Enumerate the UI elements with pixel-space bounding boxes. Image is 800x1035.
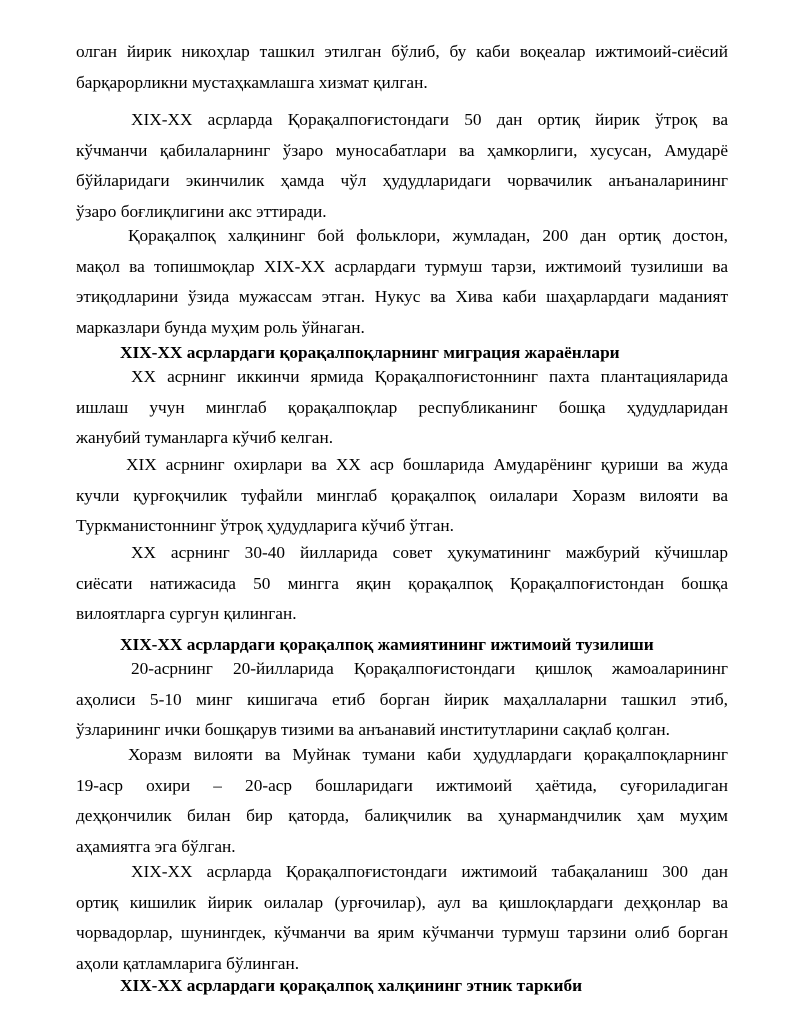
- text-line: деҳқончилик билан бир қаторда, балиқчилик ва ҳунармандчилик ҳам муҳим: [76, 806, 728, 825]
- text-line: ўзларининг ички бошқарув тизими ва анъанавий институтларини сақлаб қолган.: [76, 720, 670, 739]
- paragraph-folklore: [76, 221, 728, 343]
- text-line: ишлаш учун минглаб қорақалпоқлар республиканинг бошқа ҳудудларидан: [76, 397, 728, 417]
- paragraph-social-stratification: [76, 857, 728, 979]
- text-line: барқарорликни мустаҳкамлашга хизмат қилган.: [76, 72, 428, 92]
- text-line: Хоразм вилояти ва Муйнак тумани каби ҳудудлардаги қорақалпоқларнинг: [128, 745, 728, 764]
- text-line: XIX-XX асрларда Қорақалпоғистондаги 50 дан ортиқ йирик ўтроқ ва: [131, 110, 728, 129]
- text-line: этиқодларини ўзида мужассам этган. Нукус ва Хива каби шаҳарлардаги маданият: [76, 287, 728, 306]
- text-line: ўзаро боғлиқлигини акс эттиради.: [76, 201, 327, 221]
- text-line: 20-асрнинг 20-йилларида Қорақалпоғистондаги қишлоқ жамоаларининг: [131, 659, 728, 678]
- text-line: вилоятларга сургун қилинган.: [76, 604, 297, 623]
- section-heading-social-structure: XIX-XX асрлардаги қорақалпоқ жамиятининг ижтимоий тузилиши: [120, 635, 654, 654]
- section-heading-migration: XIX-XX асрлардаги қорақалпоқларнинг миграция жараёнлари: [120, 343, 620, 362]
- text-line: мақол ва топишмоқлар XIX-XX асрлардаги турмуш тарзи, ижтимоий тузилиши ва: [76, 256, 728, 276]
- text-line: аҳоли қатламларига бўлинган.: [76, 953, 300, 973]
- text-line: аҳолиси 5-10 минг кишигача етиб борган йирик маҳаллаларни ташкил этиб,: [76, 689, 728, 709]
- paragraph-tribes: [76, 105, 728, 227]
- text-line: жанубий туманларга кўчиб келган.: [76, 428, 334, 447]
- text-line: Туркманистоннинг ўтроқ ҳудудларига кўчиб ўтган.: [76, 516, 454, 535]
- paragraph-khorezm-life: [76, 740, 728, 862]
- text-line: XX асрнинг иккинчи ярмида Қорақалпоғистоннинг пахта плантацияларида: [131, 367, 728, 386]
- text-line: ортиқ кишилик йирик оилалар (урғочилар), аул ва қишлоқлардаги деҳқонлар ва: [76, 892, 728, 912]
- text-line: бўйларидаги экинчилик ҳамда чўл ҳудудларидаги чорвачилик анъаналарининг: [76, 171, 728, 190]
- text-line: 19-аср охири – 20-аср бошларидаги ижтимоий ҳаётида, суғориладиган: [76, 775, 728, 795]
- text-line: XIX-XX асрларда Қорақалпоғистондаги ижтимоий табақаланиш 300 дан: [131, 862, 728, 881]
- text-line: XX асрнинг 30-40 йилларида совет ҳукуматининг мажбурий кўчишлар: [131, 543, 728, 562]
- text-line: кучли қурғоқчилик туфайли минглаб қорақалпоқ оилалари Хоразм вилояти ва: [76, 485, 728, 505]
- paragraph-deportation: [76, 538, 728, 630]
- paragraph-cotton-migration: [76, 362, 728, 454]
- text-line: чорвадорлар, шунингдек, кўчманчи ва ярим кўчманчи турмуш тарзини олиб борган: [76, 923, 728, 942]
- text-line: олган йирик никоҳлар ташкил этилган бўлиб, бу каби воқеалар ижтимоий-сиёсий: [76, 42, 728, 61]
- text-line: сиёсати натижасида 50 мингга яқин қорақалпоқ Қорақалпоғистондан бошқа: [76, 573, 728, 593]
- paragraph-marriages: [76, 37, 728, 98]
- text-line: аҳамиятга эга бўлган.: [76, 836, 236, 856]
- section-heading-ethnic-composition: XIX-XX асрлардаги қорақалпоқ халқининг этник таркиби: [120, 976, 583, 995]
- text-line: Қорақалпоқ халқининг бой фольклори, жумладан, 200 дан ортиқ достон,: [128, 226, 728, 245]
- text-line: кўчманчи қабилаларнинг ўзаро муносабатлари ва ҳамкорлиги, хусусан, Амударё: [76, 140, 728, 160]
- paragraph-drought-migration: [76, 450, 728, 542]
- text-line: XIX асрнинг охирлари ва XX аср бошларида Амударёнинг қуриши ва жуда: [126, 455, 728, 474]
- paragraph-village-communities: [76, 654, 728, 746]
- text-line: марказлари бунда муҳим роль ўйнаган.: [76, 317, 365, 337]
